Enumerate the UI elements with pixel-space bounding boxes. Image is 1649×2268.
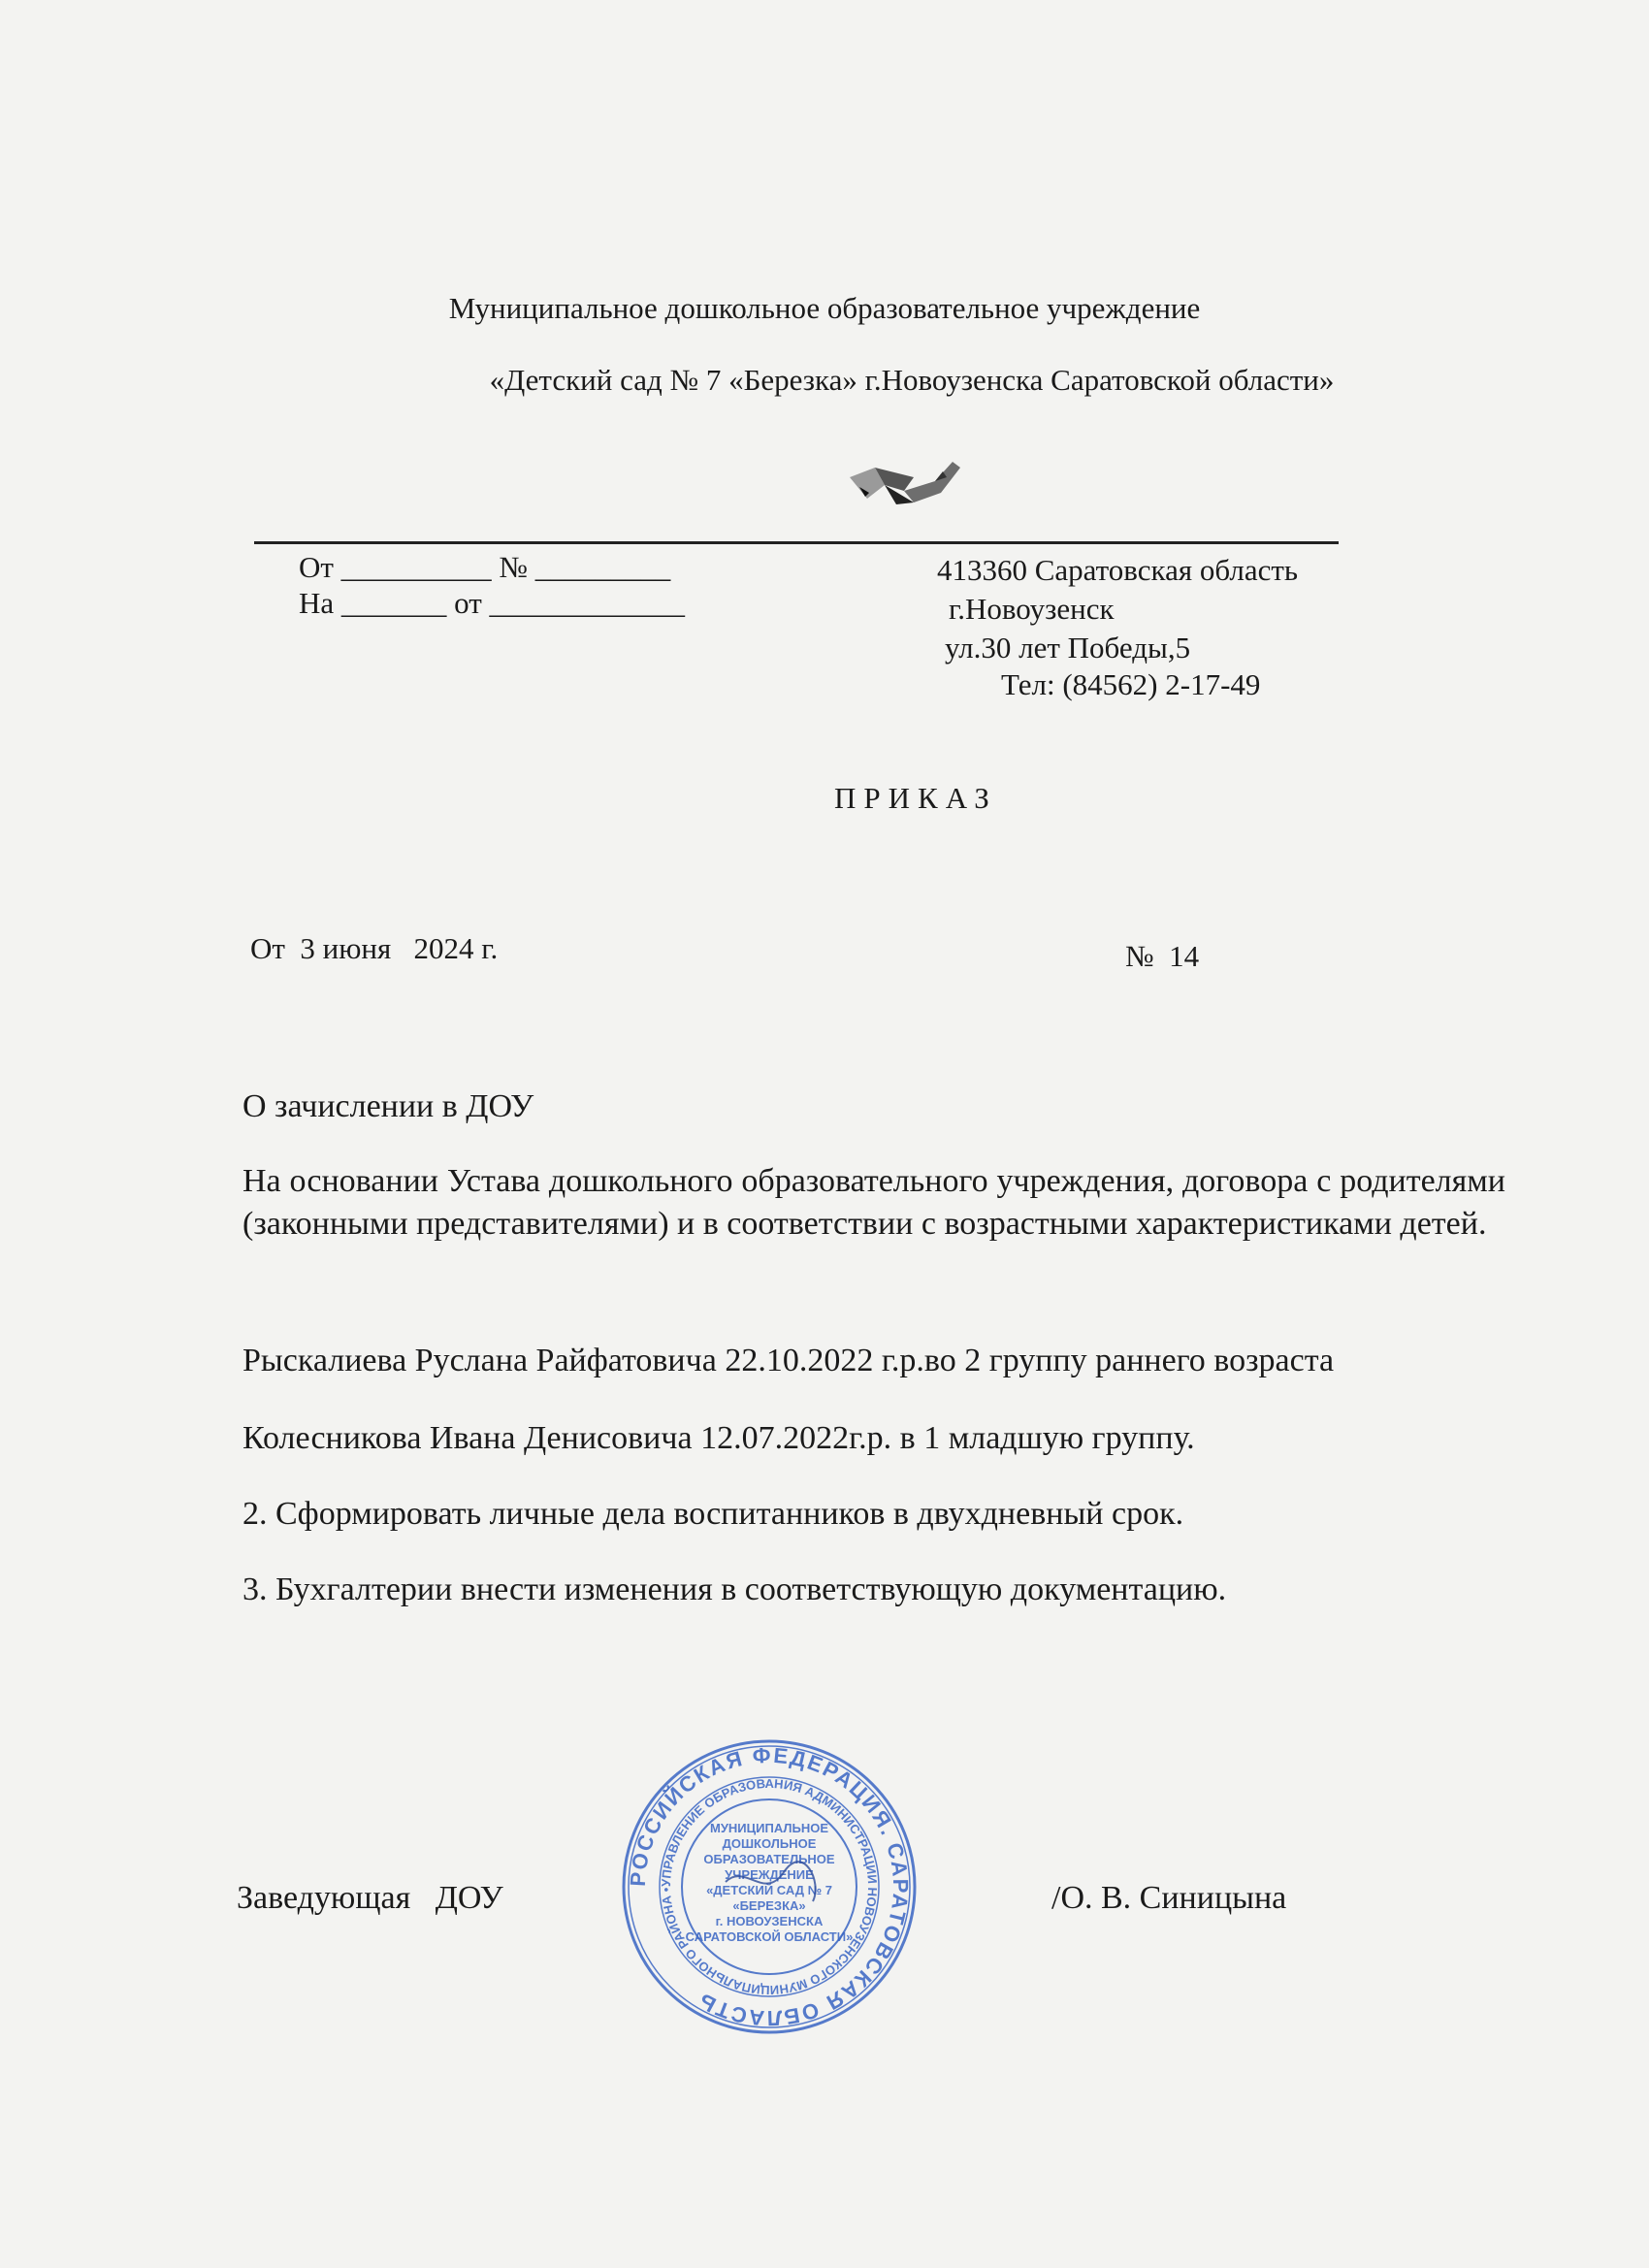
header-rule (254, 541, 1339, 544)
order-date: От 3 июня 2024 г. (250, 931, 499, 965)
address-city: г.Новоузенск (949, 592, 1115, 626)
svg-text:РОССИЙСКАЯ ФЕДЕРАЦИЯ. САРАТОВС: РОССИЙСКАЯ ФЕДЕРАЦИЯ. САРАТОВСКАЯ ОБЛАСТЬ (625, 1742, 914, 2031)
order-subject: О зачислении в ДОУ (242, 1088, 534, 1124)
signature-role: Заведующая ДОУ (237, 1880, 503, 1916)
svg-text:г. НОВОУЗЕНСКА: г. НОВОУЗЕНСКА (715, 1914, 824, 1928)
svg-text:УПРАВЛЕНИЕ ОБРАЗОВАНИЯ АДМИНИС: УПРАВЛЕНИЕ ОБРАЗОВАНИЯ АДМИНИСТРАЦИИ НОВОУЗЕНСКОГО МУНИЦИПАЛЬНОГО РАЙОНА • (658, 1775, 881, 1998)
order-number: № 14 (1125, 939, 1200, 973)
address-street: ул.30 лет Победы,5 (945, 631, 1191, 664)
emblem-logo (846, 448, 974, 508)
order-basis: На основании Устава дошкольного образовательного учреждения, договора с родителями (законными представителями) и в соответствии с возрастными характеристиками детей. (242, 1163, 1505, 1242)
svg-text:«БЕРЕЗКА»: «БЕРЕЗКА» (732, 1898, 806, 1913)
order-item-3: 2. Сформировать личные дела воспитанников в двухдневный срок. (242, 1496, 1184, 1532)
signatory-name: /О. В. Синицына (1051, 1880, 1287, 1916)
registry-line-incoming: На _______ от _____________ (299, 586, 686, 620)
svg-text:САРАТОВСКОЙ ОБЛАСТИ»: САРАТОВСКОЙ ОБЛАСТИ» (685, 1929, 854, 1944)
official-seal (619, 1736, 920, 2037)
registry-line-outgoing: От __________ № _________ (299, 550, 671, 584)
org-name: Муниципальное дошкольное образовательное учреждение (448, 291, 1201, 325)
svg-text:ДОШКОЛЬНОЕ: ДОШКОЛЬНОЕ (722, 1836, 817, 1851)
address-phone: Тел: (84562) 2-17-49 (1001, 667, 1261, 701)
order-item-4: 3. Бухгалтерии внести изменения в соответствующую документацию. (242, 1571, 1227, 1607)
svg-text:«ДЕТСКИЙ САД № 7: «ДЕТСКИЙ САД № 7 (706, 1883, 832, 1897)
order-item-2: Колесникова Ивана Денисовича 12.07.2022г.р. в 1 младшую группу. (242, 1420, 1195, 1456)
order-item-1: Рыскалиева Руслана Райфатовича 22.10.2022 г.р.во 2 группу раннего возраста (242, 1343, 1335, 1378)
address-region: 413360 Саратовская область (937, 553, 1299, 587)
svg-text:МУНИЦИПАЛЬНОЕ: МУНИЦИПАЛЬНОЕ (709, 1821, 829, 1835)
document-title: ПРИКАЗ (834, 781, 997, 815)
svg-text:УЧРЕЖДЕНИЕ: УЧРЕЖДЕНИЕ (725, 1867, 814, 1882)
org-full-name: «Детский сад № 7 «Березка» г.Новоузенска Саратовской области» (489, 363, 1335, 397)
svg-text:ОБРАЗОВАТЕЛЬНОЕ: ОБРАЗОВАТЕЛЬНОЕ (703, 1852, 835, 1866)
